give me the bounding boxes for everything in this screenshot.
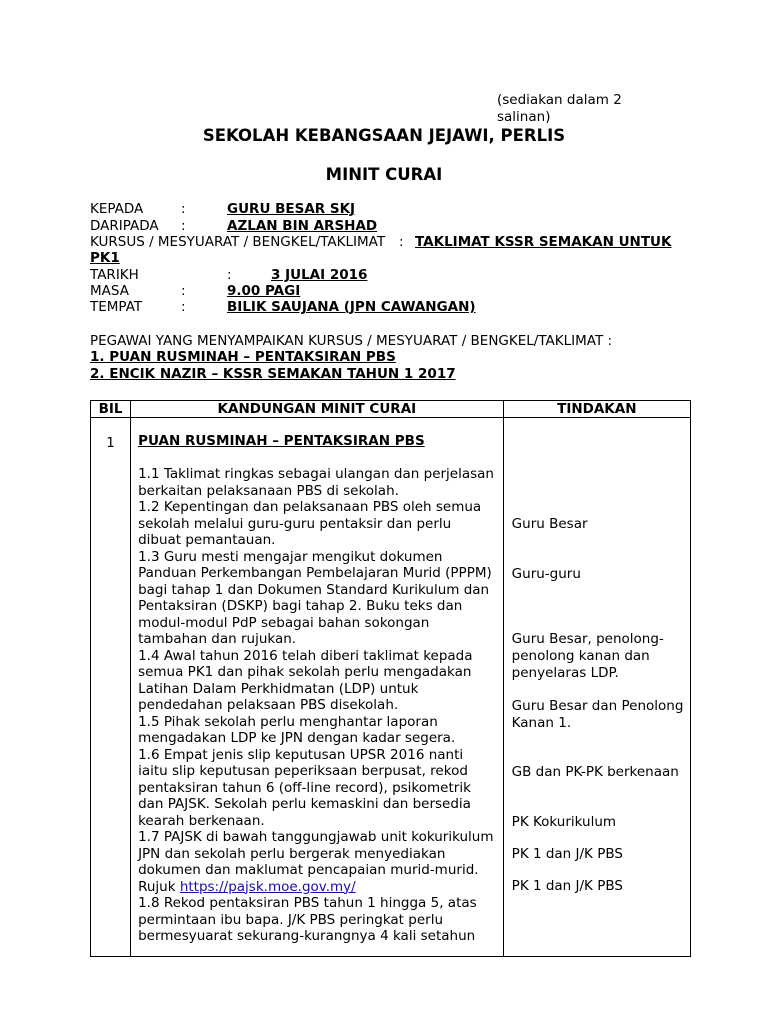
tempat-label: TEMPAT xyxy=(90,299,143,315)
kursus-label: KURSUS / MESYUARAT / BENGKEL/TAKLIMAT xyxy=(90,234,386,250)
minute-point-1-3: 1.3 Guru mesti mengajar mengikut dokumen Panduan Perkembangan Pembelajaran Murid (PPPM) bagi tahap 1 dan Dokumen Standard Kurikulum dan Pentaksiran (DSKP) bagi tahap 2. Buku teks dan modul-modul PdP sebagai bahan sokongan tambahan dan rujukan. xyxy=(138,548,492,647)
minute-point-1-7 xyxy=(138,829,497,895)
minute-point-1-2: 1.2 Kepentingan dan pelaksanaan PBS oleh semua sekolah melalui guru-guru pentaksir dan perlu dibuat pemantauan. xyxy=(138,499,482,548)
minute-point-1-4: 1.4 Awal tahun 2016 telah diberi taklimat kepada semua PK1 dan pihak sekolah perlu mengadakan Latihan Dalam Perkhidmatan (LDP) untuk pendedahan pelaksaan PBS disekolah. xyxy=(138,647,473,713)
pajsk-link[interactable]: https://pajsk.moe.gov.my/ xyxy=(179,878,356,895)
action-1-6: GB dan PK-PK berkenaan xyxy=(511,764,679,780)
kepada-label: KEPADA xyxy=(90,201,144,217)
masa-value: 9.00 PAGI xyxy=(227,283,301,299)
pegawai-item-1: 1. PUAN RUSMINAH – PENTAKSIRAN PBS xyxy=(90,349,396,365)
minutes-table xyxy=(90,400,691,957)
kursus-value: TAKLIMAT KSSR SEMAKAN UNTUK xyxy=(415,234,672,250)
school-name: SEKOLAH KEBANGSAAN JEJAWI, PERLIS xyxy=(202,126,566,145)
row-actions xyxy=(503,418,690,957)
daripada-colon: : xyxy=(181,218,186,234)
row-content xyxy=(131,418,504,957)
action-1-3: Guru-guru xyxy=(511,566,581,582)
tarikh-label: TARIKH xyxy=(90,267,139,283)
copies-note: (sediakan dalam 2 salinan) xyxy=(497,92,622,125)
masa-colon: : xyxy=(181,283,186,299)
table-row xyxy=(91,418,691,957)
minute-point-1-8: 1.8 Rekod pentaksiran PBS tahun 1 hingga 5, atas permintaan ibu bapa. J/K PBS peringkat perlu bermesyuarat sekurang-kurangnya 4 kali setahun xyxy=(138,895,477,944)
header-kandungan: KANDUNGAN MINIT CURAI xyxy=(131,401,504,418)
action-1-2: Guru Besar xyxy=(511,516,588,532)
tempat-colon: : xyxy=(181,299,186,315)
action-1-4: Guru Besar, penolong-penolong kanan dan penyelaras LDP. xyxy=(511,631,664,681)
kepada-colon: : xyxy=(181,201,186,217)
minute-point-1-6: 1.6 Empat jenis slip keputusan UPSR 2016 nanti iaitu slip keputusan peperiksaan berpusat, rekod pentaksiran tahun 6 (off-line record), psikometrik dan PAJSK. Sekolah perlu kemaskini dan bersedia kearah berkenaan. xyxy=(138,746,471,829)
minute-point-1-1: 1.1 Taklimat ringkas sebagai ulangan dan perjelasan berkaitan pelaksanaan PBS di sekolah. xyxy=(138,466,494,499)
item-heading: PUAN RUSMINAH – PENTAKSIRAN PBS xyxy=(138,433,425,449)
kepada-value: GURU BESAR SKJ xyxy=(227,201,356,217)
action-1-7b: PK 1 dan J/K PBS xyxy=(511,846,623,862)
pegawai-item-2: 2. ENCIK NAZIR – KSSR SEMAKAN TAHUN 1 2017 xyxy=(90,366,456,382)
document-title: MINIT CURAI xyxy=(325,165,443,184)
minute-point-1-5: 1.5 Pihak sekolah perlu menghantar laporan mengadakan LDP ke JPN dengan kadar segera. xyxy=(138,713,456,746)
header-tindakan: TINDAKAN xyxy=(503,401,690,418)
minute-point-1-7-text: 1.7 PAJSK di bawah tanggungjawab unit kokurikulum JPN dan sekolah perlu bergerak menyediakan dokumen dan maklumat pencapaian murid-murid. Rujuk xyxy=(138,829,494,895)
masa-label: MASA xyxy=(90,283,129,299)
action-1-5: Guru Besar dan Penolong Kanan 1. xyxy=(511,698,684,731)
action-1-7a: PK Kokurikulum xyxy=(511,814,617,830)
row-bil: 1 xyxy=(91,418,131,957)
daripada-value: AZLAN BIN ARSHAD xyxy=(227,218,378,234)
tarikh-colon: : xyxy=(227,267,232,283)
daripada-label: DARIPADA xyxy=(90,218,159,234)
kursus-colon: : xyxy=(399,234,404,250)
pegawai-label: PEGAWAI YANG MENYAMPAIKAN KURSUS / MESYUARAT / BENGKEL/TAKLIMAT : xyxy=(90,333,613,349)
tarikh-value: 3 JULAI 2016 xyxy=(271,267,368,283)
action-1-8: PK 1 dan J/K PBS xyxy=(511,878,623,894)
header-bil: BIL xyxy=(91,401,131,418)
tempat-value: BILIK SAUJANA (JPN CAWANGAN) xyxy=(227,299,476,315)
kursus-value-cont: PK1 xyxy=(90,250,120,266)
table-header-row xyxy=(91,401,691,418)
